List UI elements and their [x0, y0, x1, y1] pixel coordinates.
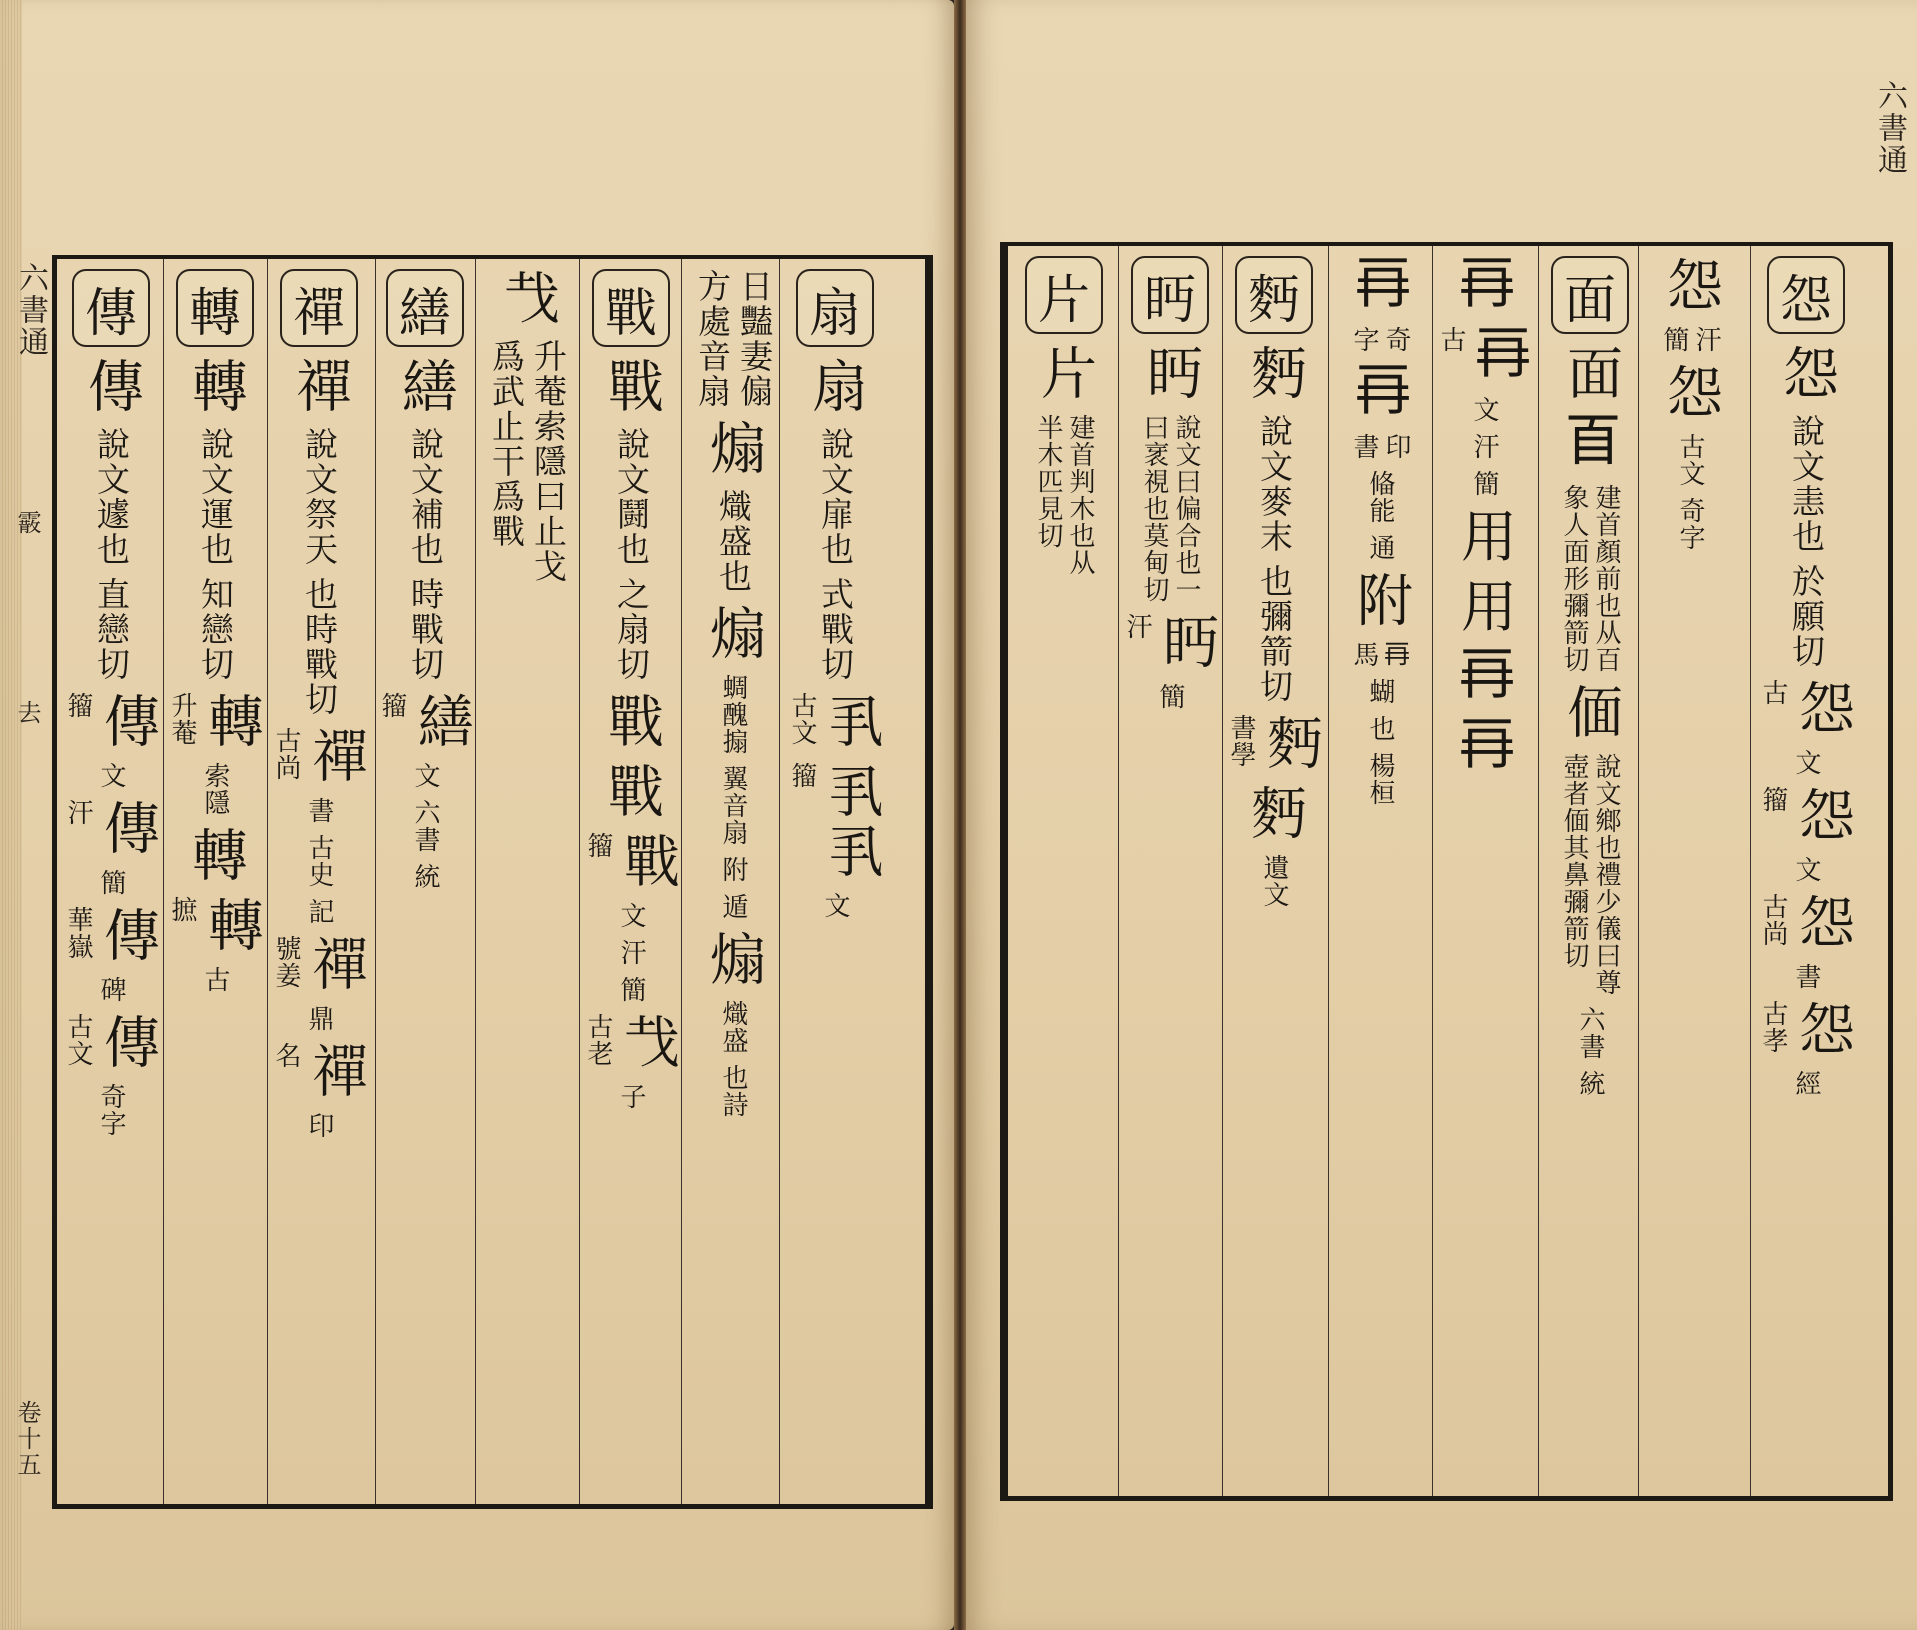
variant-row: [1758, 893, 1854, 953]
definition-text: 說文鬪也: [612, 427, 651, 567]
seal-glyph: 偭: [1558, 683, 1623, 743]
definition-text: 說文鄉也禮少儀曰尊: [1591, 753, 1621, 996]
column-rule: [1328, 246, 1329, 1496]
entry-column-chuan: [63, 269, 160, 1494]
entry-column-chan: [271, 269, 368, 1494]
note-text: 爲武止干爲戰: [487, 339, 526, 549]
seal-glyph: 𢩦𢩦: [819, 762, 884, 882]
column-rule: [163, 259, 164, 1504]
seal-glyph: 傳: [79, 357, 144, 417]
definition-text: 說文遽也: [92, 427, 131, 567]
margin-title: 六書通: [13, 262, 48, 358]
source-label: 書: [304, 797, 334, 824]
margin-section: 去: [13, 700, 41, 726]
right-text-frame: [1000, 242, 1893, 1501]
variant-row: [271, 727, 367, 787]
seal-glyph: 傳: [95, 906, 160, 966]
note-row: [692, 269, 774, 409]
source-label: 古尚: [1758, 893, 1788, 947]
column-rule: [1222, 246, 1223, 1496]
column-rule: [1538, 246, 1539, 1496]
seal-glyph: 轉: [183, 826, 248, 886]
entry-column-mian-flour: [1226, 256, 1323, 1481]
fanqie-text: 時戰切: [406, 577, 445, 682]
note-text: 翼音扇: [718, 765, 748, 846]
note-row: [486, 339, 568, 584]
source-label: 書學: [1226, 714, 1256, 768]
seal-glyph: 𠕅: [1348, 256, 1413, 316]
book-gutter: [954, 0, 966, 1630]
seal-glyph: 𠕅: [1452, 717, 1517, 777]
seal-glyph: 戰: [599, 692, 664, 752]
source-label: 汗: [1469, 433, 1499, 460]
source-label: 奇字: [1675, 497, 1705, 551]
source-label: 六書: [410, 799, 440, 853]
seal-glyph: 眄: [1138, 344, 1203, 404]
definition-text: 𠕅: [1381, 641, 1411, 668]
source-label: 古史: [304, 834, 334, 888]
seal-glyph: 怨: [1790, 786, 1855, 846]
source-label: 楊桓: [1365, 752, 1395, 806]
variant-row: [271, 935, 367, 995]
definition-text: 也詩: [718, 1064, 748, 1118]
column-rule: [475, 259, 476, 1504]
source-label: 簡: [96, 869, 126, 896]
note-row: [1559, 484, 1621, 673]
source-label: 奇: [1381, 326, 1411, 353]
variant-row: [377, 692, 473, 752]
source-label: 號姜: [271, 935, 301, 989]
headword-box: 怨: [1767, 256, 1845, 334]
page-edges: [0, 0, 22, 1630]
source-label: 名: [271, 1042, 301, 1069]
variant-row: [1349, 326, 1411, 353]
entry-column-zhan: [583, 269, 680, 1494]
entry-column-yuan-variant: [1644, 256, 1736, 1481]
definition-text: 熾盛: [718, 1000, 748, 1054]
source-label: 華嶽: [63, 906, 93, 960]
source-label: 汗: [1691, 326, 1721, 353]
column-rule: [1118, 246, 1119, 1496]
column-rule: [779, 259, 780, 1504]
note-row: [1349, 641, 1411, 668]
note-row: [1559, 753, 1621, 996]
seal-glyph: 附: [1348, 571, 1413, 631]
seal-glyph: 禪: [303, 935, 368, 995]
seal-glyph: 怨: [1790, 1000, 1855, 1060]
source-label: 記: [304, 898, 334, 925]
definition-text: 說文曰偏合也一: [1171, 414, 1201, 603]
source-label: 簡: [1659, 326, 1689, 353]
note-text: 日豔妻傓: [735, 269, 774, 409]
seal-glyph: 煽: [701, 604, 766, 664]
variant-row: [787, 762, 883, 882]
definition-text: 馬: [1349, 641, 1379, 668]
seal-glyph: 怨: [1790, 679, 1855, 739]
source-label: 籀: [1758, 786, 1788, 813]
seal-glyph: 怨: [1790, 893, 1855, 953]
appendix-label: 附: [718, 856, 748, 883]
headword-box: 傳: [72, 269, 150, 347]
headword-box: 戰: [592, 269, 670, 347]
seal-glyph: 傳: [95, 692, 160, 752]
source-label: 古文: [1675, 433, 1705, 487]
variant-row: [63, 799, 159, 859]
source-label: 汗: [63, 799, 93, 826]
source-label: 古文: [787, 692, 817, 746]
margin-chapter: 霰: [13, 510, 41, 536]
seal-glyph: 𠕅: [1468, 326, 1533, 386]
seal-glyph: 煽: [701, 930, 766, 990]
seal-glyph: 眄: [1154, 613, 1219, 673]
seal-glyph: 扇: [803, 357, 868, 417]
entry-column-mian-variants: [1334, 256, 1426, 1481]
source-label: 文: [1791, 749, 1821, 776]
source-label: 古尚: [271, 727, 301, 781]
seal-glyph: 戰: [615, 832, 680, 892]
source-label: 書: [1791, 963, 1821, 990]
definition-text: 熾盛也: [714, 489, 753, 594]
definition-text: 說文祭天: [300, 427, 339, 567]
seal-glyph: 𦣻: [1558, 414, 1623, 474]
fanqie-text: 也彌箭切: [1255, 564, 1294, 704]
variant-row: [63, 1013, 159, 1073]
source-label: 也: [1365, 715, 1395, 742]
column-rule: [579, 259, 580, 1504]
variant-row: [1436, 326, 1532, 386]
source-label: 汗: [1122, 613, 1152, 640]
source-label: 簡: [1469, 470, 1499, 497]
fanqie-text: 知戀切: [196, 577, 235, 682]
source-label: 摭: [167, 896, 197, 923]
source-label: 統: [1575, 1070, 1605, 1097]
margin-folio: 卷十五: [13, 1400, 41, 1478]
seal-glyph: 傳: [95, 799, 160, 859]
source-label: 遺文: [1259, 854, 1289, 908]
entry-column-mian-face: [1544, 256, 1636, 1481]
source-label: 古: [200, 966, 230, 993]
seal-glyph: 麪: [1258, 714, 1323, 774]
definition-text: 建首顏前也从百: [1591, 484, 1621, 673]
seal-glyph: 用: [1452, 507, 1517, 567]
fanqie-text: 直戀切: [92, 577, 131, 682]
column-rule: [681, 259, 682, 1504]
source-label: 升菴: [167, 692, 197, 746]
seal-glyph: 煽: [701, 419, 766, 479]
definition-text: 半木匹見切: [1033, 414, 1063, 549]
source-label: 偹能: [1365, 470, 1395, 524]
appendix-label: 遁: [718, 893, 748, 920]
seal-glyph: 用: [1452, 577, 1517, 637]
seal-glyph: 轉: [199, 692, 264, 752]
entry-column-zhan-variant: [481, 269, 573, 1494]
column-rule: [1432, 246, 1433, 1496]
headword-box: 面: [1551, 256, 1629, 334]
seal-glyph: 𠕅: [1348, 363, 1413, 423]
source-label: 索隱: [200, 762, 230, 816]
entry-column-pian: [1018, 256, 1110, 1481]
variant-row: [271, 1042, 367, 1102]
margin-title: 六書通: [1872, 80, 1907, 176]
definition-text: 建首判木也从: [1065, 414, 1095, 576]
seal-glyph: 禪: [303, 1042, 368, 1102]
headword-box: 麪: [1235, 256, 1313, 334]
entry-column-shan: [377, 269, 474, 1494]
source-label: 古: [1436, 326, 1466, 353]
variant-row: [583, 832, 679, 892]
source-label: 簡: [1155, 683, 1185, 710]
note-text: 升菴索隱曰止戈: [529, 339, 568, 584]
fanqie-text: 於願切: [1787, 564, 1826, 669]
source-label: 古老: [583, 1013, 613, 1067]
source-label: 汗: [616, 939, 646, 966]
note-row: [1349, 433, 1411, 460]
variant-row: [167, 692, 263, 752]
headword-box: 繕: [386, 269, 464, 347]
source-label: 籀: [63, 692, 93, 719]
source-label: 奇字: [96, 1083, 126, 1137]
variant-row: [167, 896, 263, 956]
headword-box: 片: [1025, 256, 1103, 334]
fanqie-text: 也時戰切: [300, 577, 339, 717]
seal-glyph: 轉: [199, 896, 264, 956]
column-rule: [1638, 246, 1639, 1496]
source-label: 簡: [616, 976, 646, 1003]
variant-row: [1226, 714, 1322, 774]
seal-glyph: 𢩦: [819, 692, 884, 752]
source-label: 古孝: [1758, 1000, 1788, 1054]
source-label: 文: [616, 902, 646, 929]
variant-row: [1758, 786, 1854, 846]
seal-glyph: 怨: [1658, 363, 1723, 423]
definition-text: 曰衺視也莫甸切: [1139, 414, 1169, 603]
variant-row: [63, 906, 159, 966]
definition-text: 說文運也: [196, 427, 235, 567]
source-label: 籀: [787, 762, 817, 789]
seal-glyph: 戰: [599, 357, 664, 417]
variant-row: [1122, 613, 1218, 673]
definition-text: 說文扉也: [816, 427, 855, 567]
source-label: 文: [1791, 856, 1821, 883]
note-text: 蜩醜搧: [718, 674, 748, 755]
entry-column-mian-look: [1122, 256, 1219, 1481]
definition-text: 蝴: [1365, 678, 1395, 705]
right-page: [966, 0, 1917, 1630]
seal-glyph: 𠕅: [1452, 256, 1517, 316]
definition-text: 說文恚也: [1787, 414, 1826, 554]
variant-row: [1758, 679, 1854, 739]
entry-column-shan-door: [787, 269, 884, 1494]
seal-glyph: 麪: [1242, 344, 1307, 404]
entry-column-mian-forms: [1436, 256, 1533, 1481]
source-label: 文: [820, 892, 850, 919]
seal-glyph: 麪: [1242, 784, 1307, 844]
note-row: [1139, 414, 1201, 603]
definition-text: 壺者偭其鼻彌箭切: [1559, 753, 1589, 969]
headword-box: 轉: [176, 269, 254, 347]
definition-text: 說文補也: [406, 427, 445, 567]
seal-glyph: 禪: [303, 727, 368, 787]
source-label: 子: [616, 1083, 646, 1110]
variant-row: [1659, 326, 1721, 353]
variant-row: [1758, 1000, 1854, 1060]
seal-glyph: 怨: [1658, 256, 1723, 316]
seal-glyph: 面: [1558, 344, 1623, 404]
column-rule: [267, 259, 268, 1504]
seal-glyph: 𠕅: [1452, 647, 1517, 707]
source-label: 碑: [96, 976, 126, 1003]
seal-glyph: 𢦏: [495, 269, 560, 329]
source-label: 統: [410, 863, 440, 890]
fanqie-text: 之扇切: [612, 577, 651, 682]
entry-column-yuan: [1758, 256, 1855, 1481]
source-label: 書: [1349, 433, 1379, 460]
definition-text: 象人面形彌箭切: [1559, 484, 1589, 673]
headword-box: 禪: [280, 269, 358, 347]
seal-glyph: 傳: [95, 1013, 160, 1073]
source-label: 印: [304, 1112, 334, 1139]
source-label: 鼎: [304, 1005, 334, 1032]
column-rule: [1750, 246, 1751, 1496]
left-text-frame: [52, 255, 933, 1509]
note-row: [1033, 414, 1095, 576]
variant-row: [787, 692, 883, 752]
seal-glyph: 繕: [409, 692, 474, 752]
source-label: 文: [410, 762, 440, 789]
seal-glyph: 𢦏: [615, 1013, 680, 1073]
entry-column-shan-fan: [687, 269, 779, 1494]
source-label: 六書: [1575, 1006, 1605, 1060]
column-rule: [375, 259, 376, 1504]
entry-column-zhuan: [167, 269, 264, 1494]
seal-glyph: 戰: [599, 762, 664, 822]
fanqie-text: 式戰切: [816, 577, 855, 682]
headword-box: 扇: [796, 269, 874, 347]
source-label: 印: [1381, 433, 1411, 460]
left-page: [0, 0, 954, 1630]
definition-text: 說文麥末: [1255, 414, 1294, 554]
source-label: 古: [1758, 679, 1788, 706]
source-label: 文: [1469, 396, 1499, 423]
headword-box: 眄: [1131, 256, 1209, 334]
seal-glyph: 繕: [393, 357, 458, 417]
source-label: 籀: [377, 692, 407, 719]
source-label: 古文: [63, 1013, 93, 1067]
source-label: 籀: [583, 832, 613, 859]
appendix-label: 通: [1365, 534, 1395, 561]
source-label: 經: [1791, 1070, 1821, 1097]
variant-row: [63, 692, 159, 752]
source-label: 文: [96, 762, 126, 789]
seal-glyph: 禪: [287, 357, 352, 417]
seal-glyph: 片: [1032, 344, 1097, 404]
variant-row: [583, 1013, 679, 1073]
seal-glyph: 怨: [1774, 344, 1839, 404]
source-label: 字: [1349, 326, 1379, 353]
seal-glyph: 轉: [183, 357, 248, 417]
note-text: 方處音扇: [693, 269, 732, 409]
